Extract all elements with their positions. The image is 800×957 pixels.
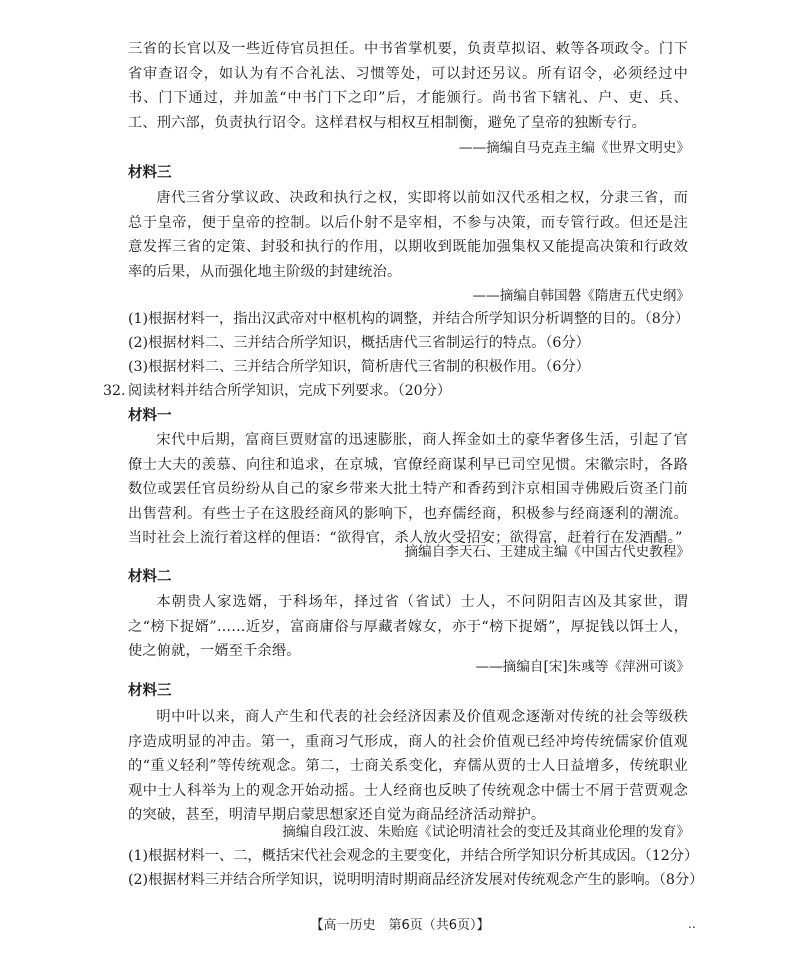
- q31-question-3: (3)根据材料二、三并结合所学知识，简析唐代三省制的积极作用。（6分）: [128, 359, 590, 375]
- top-paragraph: 三省的长官以及一些近侍官员担任。中书省掌机要，负责草拟诏、敕等各项政令。门下省审查诏令，如认为有不合礼法、习惯等处，可以封还另议。所有诏令，必须经过中书、门下通过，并加盖“中书门下之印”后，才能颁行。尚书省下辖礼、户、吏、兵、工、刑六部，负责执行诏令。这样君权与相权互相制衡，避免了皇帝的独断专行。: [128, 41, 688, 131]
- q32-material2-source: ——摘编自[宋]朱彧等《萍洲可谈》: [475, 659, 690, 675]
- q32-material3-source: 摘编自段江波、朱贻庭《试论明清社会的变迁及其商业伦理的发育》: [282, 824, 690, 840]
- q32-material2-text: 本朝贵人家选婿，于科场年，择过省（省试）士人，不问阴阳吉凶及其家世，谓之“榜下捉婿”……近岁，富商庸俗与厚藏者嫁女，亦于“榜下捉婿”，厚捉钱以饵士人，使之俯就，一婿至千余缗。: [128, 594, 688, 659]
- q31-question-2: (2)根据材料二、三并结合所学知识，概括唐代三省制运行的特点。（6分）: [128, 335, 590, 351]
- q32-material1-text: 宋代中后期，富商巨贾财富的迅速膨胀，商人挥金如土的豪华奢侈生活，引起了官僚士大夫的羡慕、向往和追求，在京城，官僚经商谋利早已司空见惯。宋徽宗时，各路数位或罢任官员纷纷从自己的家乡带来大批土特产和香药到汴京相国寺佛殿后资圣门前出售营利。有些士子在这股经商风的影响下，也弃儒经商，积极参与经商逐利的潮流。当时社会上流行着这样的俚语：“欲得官，杀人放火受招安；欲得富，赶着行在发酒醋。”: [128, 432, 688, 546]
- q31-material3-source: ——摘编自韩国磐《隋唐五代史纲》: [472, 288, 690, 304]
- q32-material1-source: 摘编自李天石、王建成主编《中国古代史教程》: [404, 544, 690, 560]
- q31-question-1: (1)根据材料一，指出汉武帝对中枢机构的调整，并结合所学知识分析调整的目的。（8分）: [128, 311, 690, 327]
- q32-number: 32.: [103, 383, 126, 399]
- q32-material3-text: 明中叶以来，商人产生和代表的社会经济因素及价值观念逐渐对传统的社会等级秩序造成明显的冲击。第一，重商习气形成，商人的社会价值观已经冲垮传统儒家价值观的“重义轻利”等传统观念。第二，士商关系变化，弃儒从贾的士人日益增多，传统职业观中士人科举为上的观念开始动摇。士人经商也反映了传统观念中儒士不屑于营贾观念的突破，甚至，明清早期启蒙思想家还自觉为商品经济活动辩护。: [128, 709, 688, 823]
- q32-question-2: (2)根据材料三并结合所学知识，说明明清时期商品经济发展对传统观念产生的影响。（8分）: [128, 872, 704, 888]
- q32-prompt: 阅读材料并结合所学知识，完成下列要求。（20分）: [128, 383, 452, 399]
- q32-material1-heading: 材料一: [128, 408, 172, 424]
- q32-material3-heading: 材料三: [128, 683, 172, 699]
- page-footer: 【高一历史 第6页（共6页）】: [310, 918, 490, 933]
- q32-question-1: (1)根据材料一、二，概括宋代社会观念的主要变化，并结合所学知识分析其成因。（12分）: [128, 848, 699, 864]
- q32-material2-heading: 材料二: [128, 569, 172, 585]
- q31-material3-heading: 材料三: [128, 165, 172, 181]
- top-source: ——摘编自马克垚主编《世界文明史》: [458, 140, 690, 156]
- footer-mark: ..: [688, 917, 696, 931]
- q31-material3-text: 唐代三省分掌议政、决政和执行之权，实即将以前如汉代丞相之权，分隶三省，而总于皇帝，便于皇帝的控制。以后仆射不是宰相，不参与决策，而专管行政。但还是注意发挥三省的定策、封驳和执行的作用，以期收到既能加强集权又能提高决策和行政效率的后果，从而强化地主阶级的封建统治。: [128, 190, 688, 280]
